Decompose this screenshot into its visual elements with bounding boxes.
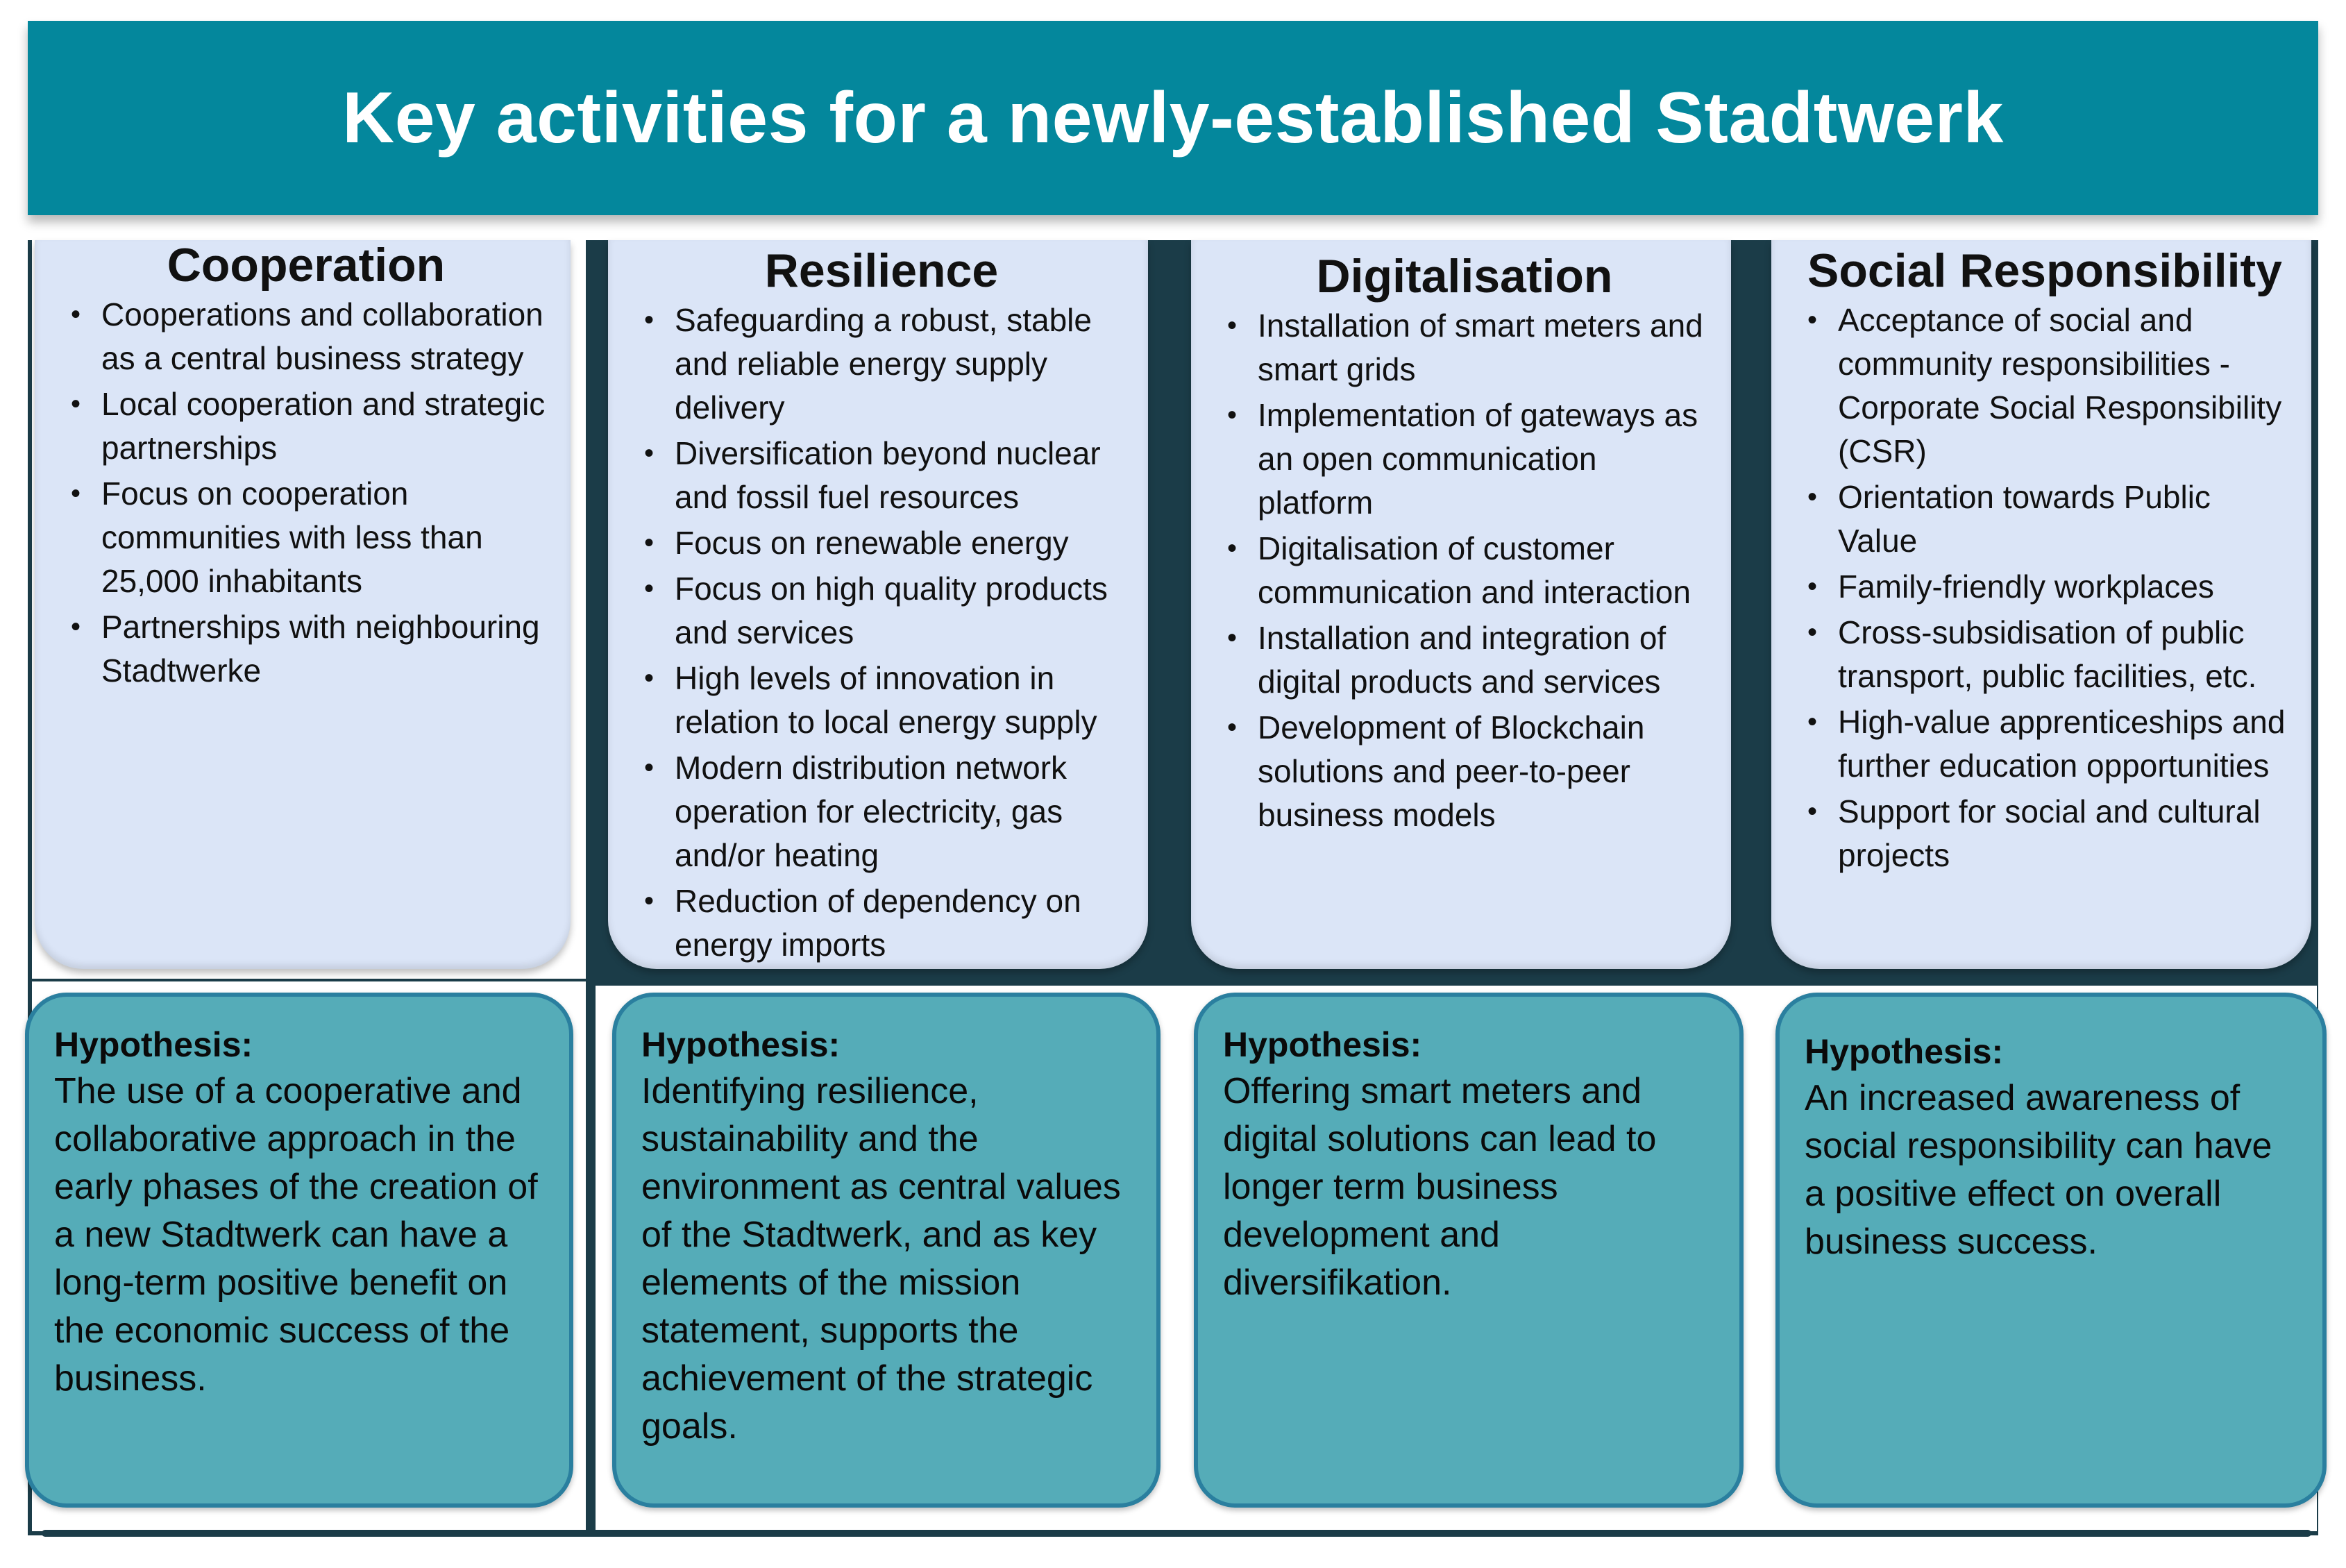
bullet-icon: • [71,389,81,419]
list-item [636,746,1127,877]
list-item [1219,394,1710,525]
bullet-icon: • [1807,571,1818,602]
list-item [1219,616,1710,704]
list-item [1799,565,2290,609]
bullet-icon: • [644,752,655,783]
page-title: Key activities for a newly-established Stadtwerk [342,77,2004,158]
list-item-text: Local cooperation and strategic partnerships [101,386,546,466]
bullet-icon: • [1807,617,1818,648]
list-item-text: Orientation towards Public Value [1838,479,2211,559]
bullet-icon: • [1807,482,1818,512]
list-item [636,432,1127,519]
bullet-icon: • [1807,707,1818,737]
hypothesis-text: Identifying resilience, sustainability and the environment as central values of the Stadtwerk, and as key elements of the mission statement, supports the achievement of the strategic goals. [641,1071,1121,1447]
bullet-icon: • [1227,712,1238,743]
bullet-icon: • [1807,305,1818,335]
list-item-text: Focus on high quality products and services [675,571,1108,650]
card-title: Resilience [764,244,999,297]
list-item [1219,304,1710,391]
activity-card-digitalisation [1191,240,1731,969]
hypothesis-box-social-responsibility [1775,993,2327,1508]
activity-list [1219,304,1710,837]
list-item-text: Safeguarding a robust, stable and reliable energy supply delivery [675,302,1092,425]
hypothesis-heading: Hypothesis: [1223,1025,1422,1064]
list-item-text: High levels of innovation in relation to local energy supply [675,660,1097,740]
bullet-icon: • [644,663,655,693]
list-item-text: Cooperations and collaboration as a central business strategy [101,296,543,376]
list-item [636,657,1127,744]
activity-card-resilience [608,240,1148,969]
bullet-icon: • [644,438,655,469]
list-item-text: Acceptance of social and community responsibilities - Corporate Social Responsibility (CSR) [1838,302,2282,469]
card-title: Digitalisation [1316,250,1613,303]
list-item-text: Partnerships with neighbouring Stadtwerke [101,609,540,689]
hypothesis-heading: Hypothesis: [54,1025,253,1064]
list-item [1799,475,2290,563]
activity-list [62,293,550,693]
bullet-icon: • [1227,400,1238,430]
list-item [636,567,1127,655]
bullet-icon: • [71,478,81,509]
list-item-text: Focus on cooperation communities with less than 25,000 inhabitants [101,475,483,599]
bullet-icon: • [1227,310,1238,341]
list-item [62,293,550,380]
bullet-icon: • [644,528,655,558]
list-item [62,472,550,603]
list-item [1219,706,1710,837]
list-item [62,605,550,693]
list-item-text: High-value apprenticeships and further education opportunities [1838,704,2286,784]
bullet-icon: • [71,612,81,642]
list-item-text: Digitalisation of customer communication and interaction [1258,530,1691,610]
hypothesis-text: The use of a cooperative and collaborative approach in the early phases of the creation of a new Stadtwerk can have a long-term positive benefit on the economic success of the business. [54,1071,538,1399]
list-item-text: Installation and integration of digital products and services [1258,620,1666,700]
list-item-text: Implementation of gateways as an open communication platform [1258,397,1698,521]
activity-card-social-responsibility [1771,240,2311,969]
bullet-icon: • [1227,533,1238,564]
list-item [62,382,550,470]
list-item-text: Family-friendly workplaces [1838,568,2214,605]
activity-list [636,298,1127,967]
hypothesis-text: An increased awareness of social responsibility can have a positive effect on overall business success. [1805,1078,2272,1262]
list-item [1799,790,2290,877]
list-item-text: Installation of smart meters and smart grids [1258,307,1703,387]
list-item [636,521,1127,565]
bullet-icon: • [644,886,655,916]
list-item-text: Reduction of dependency on energy imports [675,883,1081,963]
list-item [1799,298,2290,473]
bullet-icon: • [71,299,81,330]
list-item [1219,527,1710,614]
frame-divider-line [28,979,2318,981]
hypothesis-box-resilience [612,993,1161,1508]
list-item-text: Diversification beyond nuclear and fossil fuel resources [675,435,1101,515]
list-item-text: Cross-subsidisation of public transport, public facilities, etc. [1838,614,2257,694]
bullet-icon: • [1807,796,1818,827]
hypothesis-box-digitalisation [1194,993,1744,1508]
list-item-text: Support for social and cultural projects [1838,793,2261,873]
list-item [1799,700,2290,788]
hypothesis-heading: Hypothesis: [1805,1032,2004,1071]
card-title: Cooperation [167,239,446,292]
list-item-text: Focus on renewable energy [675,525,1069,561]
list-item [636,298,1127,430]
hypothesis-box-cooperation [25,993,573,1508]
title-banner [28,21,2318,215]
bullet-icon: • [644,573,655,604]
hypothesis-heading: Hypothesis: [641,1025,841,1064]
bullet-icon: • [644,305,655,335]
activity-card-cooperation [35,240,571,969]
list-item [636,879,1127,967]
list-item-text: Modern distribution network operation for electricity, gas and/or heating [675,750,1067,873]
activity-list [1799,298,2290,877]
bullet-icon: • [1227,623,1238,653]
list-item [1799,611,2290,698]
bottom-divider [42,1530,2311,1537]
card-title: Social Responsibility [1807,244,2282,297]
hypothesis-text: Offering smart meters and digital solutions can lead to longer term business development and diversifikation. [1223,1071,1657,1303]
list-item-text: Development of Blockchain solutions and peer-to-peer business models [1258,709,1645,833]
